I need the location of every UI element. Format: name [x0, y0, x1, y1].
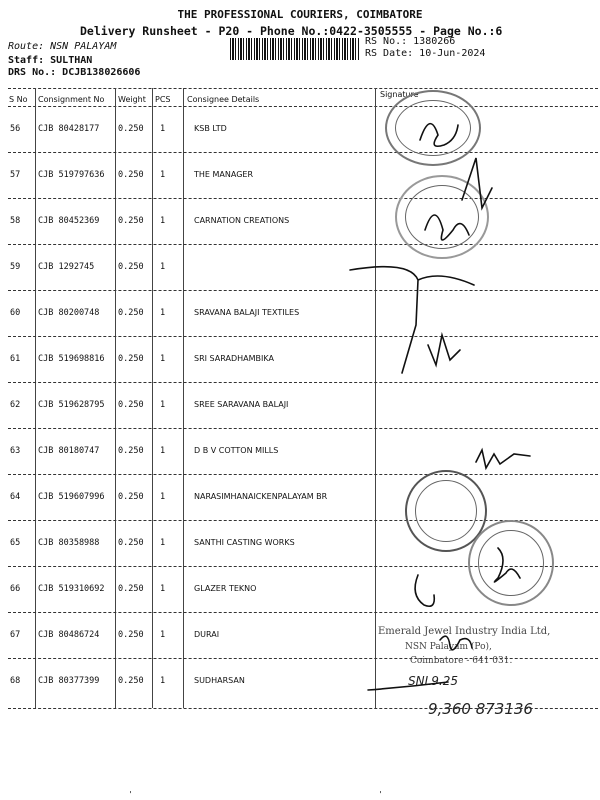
row-weight: 0.250: [118, 308, 144, 318]
row-consignment-no: CJB 519698816: [38, 354, 105, 364]
col-header-consignment: Consignment No: [38, 95, 105, 104]
row-consignee: SUDHARSAN: [194, 676, 245, 685]
row-weight: 0.250: [118, 492, 144, 502]
drs-number: DRS No.: DCJB138026606: [8, 67, 141, 78]
signature-58: [425, 215, 469, 240]
row-consignment-no: CJB 519310692: [38, 584, 105, 594]
row-weight: 0.250: [118, 538, 144, 548]
row-consignment-no: CJB 519797636: [38, 170, 105, 180]
col-header-pcs: PCS: [155, 95, 171, 104]
row-weight: 0.250: [118, 630, 144, 640]
row-pcs: 1: [160, 630, 166, 640]
signature-65: [494, 548, 520, 582]
row-sno: 58: [10, 216, 21, 226]
row-pcs: 1: [160, 446, 166, 456]
row-pcs: 1: [160, 400, 166, 410]
emerald-stamp-line-1: Emerald Jewel Industry India Ltd,: [378, 626, 551, 637]
row-consignment-no: CJB 80452369: [38, 216, 100, 226]
row-weight: 0.250: [118, 446, 144, 456]
row-weight: 0.250: [118, 584, 144, 594]
footer-tick: ': [378, 790, 383, 799]
row-consignee: SRAVANA BALAJI TEXTILES: [194, 308, 300, 317]
row-pcs: 1: [160, 492, 166, 502]
rs-date: RS Date: 10-Jun-2024: [365, 48, 486, 59]
col-header-consignee: Consignee Details: [187, 95, 260, 104]
row-sno: 61: [10, 354, 21, 364]
row-sno: 67: [10, 630, 21, 640]
staff-label: Staff: SULTHAN: [8, 55, 93, 66]
row-pcs: 1: [160, 354, 166, 364]
row-consignee: DURAI: [194, 630, 220, 639]
signature-68-line: [368, 682, 448, 690]
row-sno: 60: [10, 308, 21, 318]
row-consignment-no: CJB 519628795: [38, 400, 105, 410]
row-weight: 0.250: [118, 676, 144, 686]
row-consignment-no: CJB 80377399: [38, 676, 100, 686]
row-consignment-no: CJB 1292745: [38, 262, 95, 272]
row-consignment-no: CJB 80428177: [38, 124, 100, 134]
row-weight: 0.250: [118, 354, 144, 364]
signature-67: [440, 636, 472, 650]
row-consignee: KSB LTD: [194, 124, 227, 133]
row-weight: 0.250: [118, 262, 144, 272]
footer-tick: ': [128, 790, 133, 799]
row-consignee: THE MANAGER: [194, 170, 254, 179]
row-sno: 62: [10, 400, 21, 410]
row-weight: 0.250: [118, 124, 144, 134]
emerald-stamp-line-3: Coimbatore - 641 031.: [410, 656, 513, 666]
row-pcs: 1: [160, 308, 166, 318]
row-sno: 57: [10, 170, 21, 180]
signature-66: [415, 575, 434, 606]
row-consignee: D B V COTTON MILLS: [194, 446, 279, 455]
row-consignee: SRI SARADHAMBIKA: [194, 354, 274, 363]
row-consignment-no: CJB 80180747: [38, 446, 100, 456]
handwritten-note-2: 9,360 873136: [428, 700, 533, 718]
row-pcs: 1: [160, 676, 166, 686]
row-sno: 59: [10, 262, 21, 272]
row-consignee: GLAZER TEKNO: [194, 584, 257, 593]
row-weight: 0.250: [118, 170, 144, 180]
row-sno: 68: [10, 676, 21, 686]
row-sno: 66: [10, 584, 21, 594]
rs-number: RS No.: 1380266: [365, 36, 456, 47]
row-pcs: 1: [160, 124, 166, 134]
row-sno: 65: [10, 538, 21, 548]
signature-63: [476, 450, 530, 468]
footer-rule: [8, 708, 598, 709]
route-label: Route: NSN PALAYAM: [8, 41, 117, 52]
row-sno: 56: [10, 124, 21, 134]
runsheet-subtitle: Delivery Runsheet - P20 - Phone No.:0422-3505555 - Page No.:6: [80, 24, 503, 38]
row-pcs: 1: [160, 262, 166, 272]
signature-61: [428, 335, 460, 365]
row-consignment-no: CJB 519607996: [38, 492, 105, 502]
col-header-signature: Signature: [380, 90, 419, 99]
col-header-sno: S No: [9, 95, 28, 104]
row-sno: 64: [10, 492, 21, 502]
runsheet-title: THE PROFESSIONAL COURIERS, COIMBATORE: [177, 8, 423, 21]
row-pcs: 1: [160, 170, 166, 180]
row-consignee: NARASIMHANAICKENPALAYAM BR: [194, 492, 328, 501]
row-consignment-no: CJB 80200748: [38, 308, 100, 318]
row-weight: 0.250: [118, 216, 144, 226]
row-consignment-no: CJB 80486724: [38, 630, 100, 640]
row-pcs: 1: [160, 584, 166, 594]
row-consignee: CARNATION CREATIONS: [194, 216, 290, 225]
row-sno: 63: [10, 446, 21, 456]
signature-57: [462, 158, 492, 208]
row-consignee: SANTHI CASTING WORKS: [194, 538, 295, 547]
emerald-stamp-line-2: NSN Palayam (Po),: [405, 642, 492, 652]
handwritten-note-1: SNL9.25: [408, 674, 458, 688]
row-consignee: SREE SARAVANA BALAJI: [194, 400, 289, 409]
row-pcs: 1: [160, 538, 166, 548]
signature-56: [420, 124, 458, 147]
row-weight: 0.250: [118, 400, 144, 410]
signature-59-60: [350, 267, 474, 373]
row-consignment-no: CJB 80358988: [38, 538, 100, 548]
col-header-weight: Weight: [118, 95, 146, 104]
row-pcs: 1: [160, 216, 166, 226]
